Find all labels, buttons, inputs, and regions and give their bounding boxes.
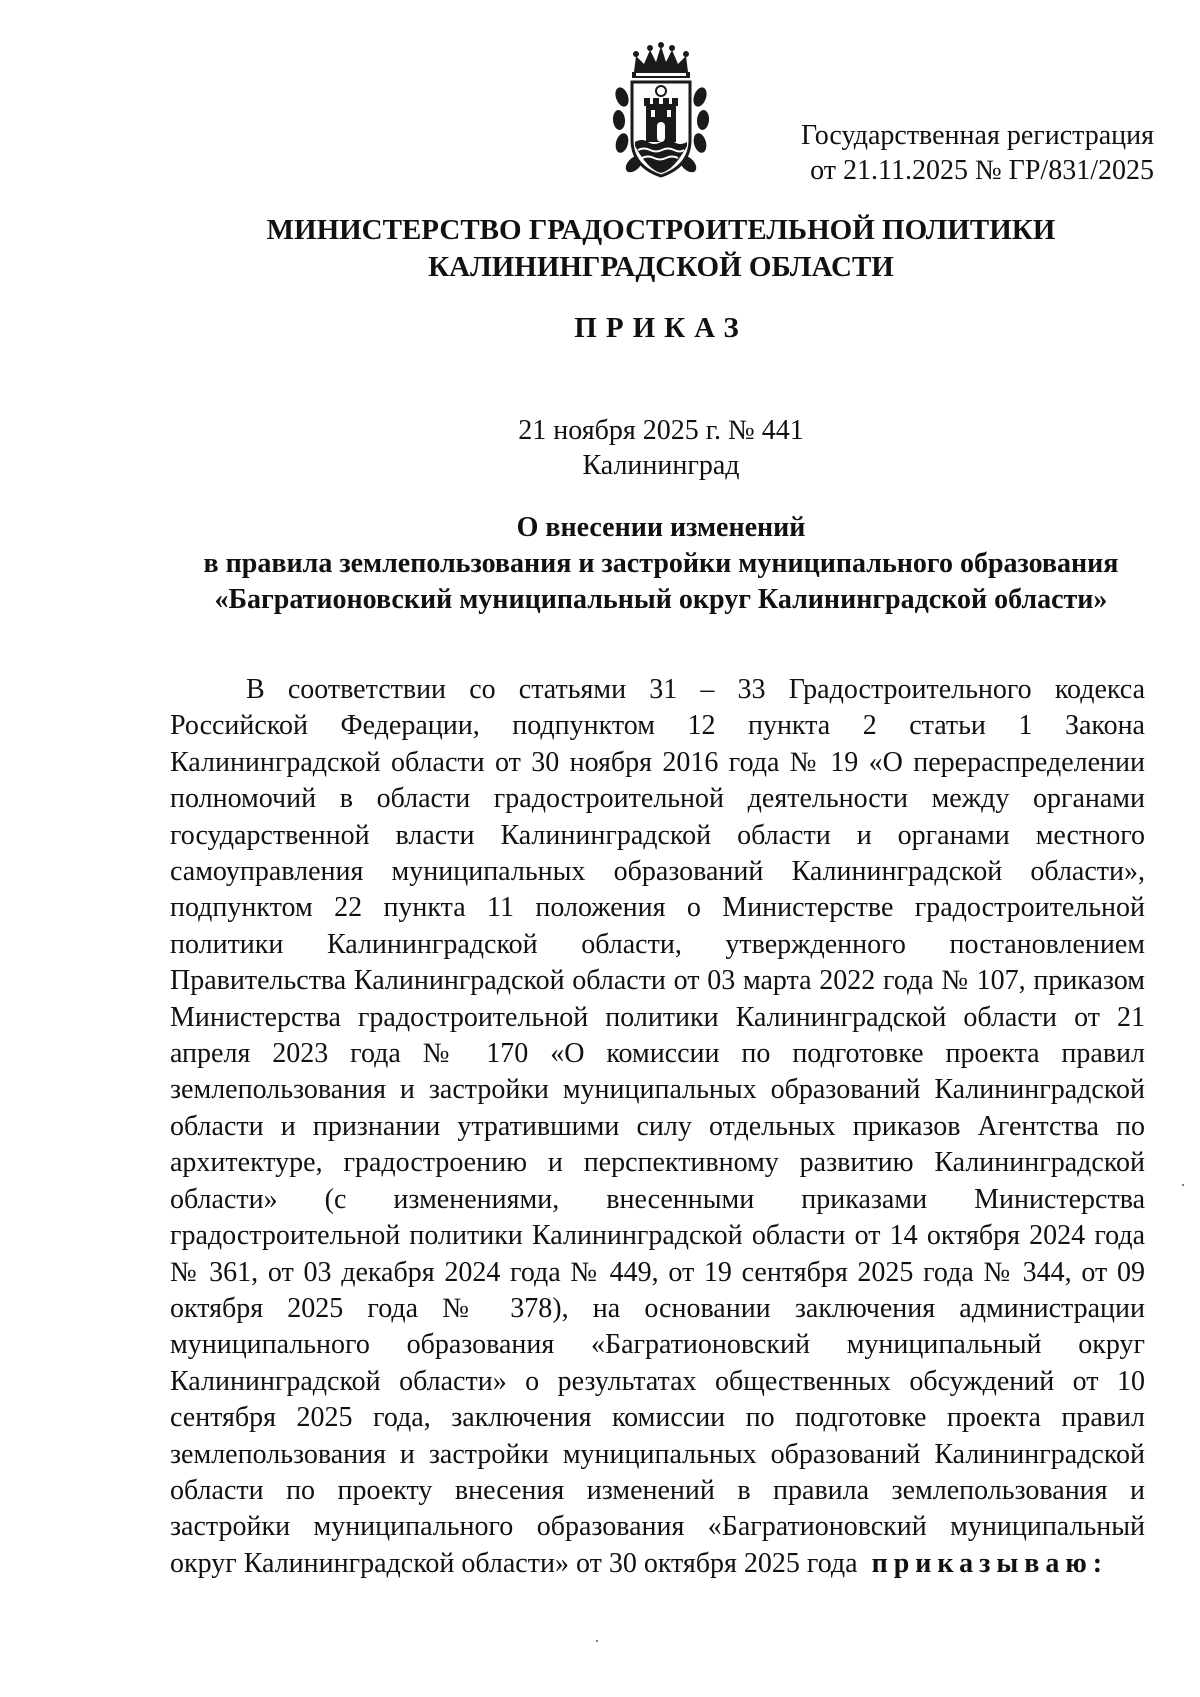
order-subject: [0, 510, 1200, 618]
coat-of-arms-icon: [612, 42, 710, 180]
order-verb: приказываю:: [871, 1547, 1109, 1579]
subject-line-1: О внесении изменений: [516, 512, 806, 543]
preamble-text: В соответствии со статьями 31 – 33 Градостроительного кодекса Российской Федерации, подпунктом 12 пункта 2 статьи 1 Закона Калининградской области от 30 ноября 2016 года № 19 «О перераспределении полномочий в области градостроительной деятельности между органами государственной власти Калининградской области и органами местного самоуправления муниципальных образований Калининградской области», подпунктом 22 пункта 11 положения о Министерстве градостроительной политики Калининградской области, утвержденного постановлением Правительства Калининградской области от 03 марта 2022 года № 107, приказом Министерства градостроительной политики Калининградской области от 21 апреля 2023 года № 170 «О комиссии по подготовке проекта правил землепользования и застройки муниципальных образований Калининградской области и признании утратившими силу отдельных приказов Агентства по архитектуре, градостроению и перспективному развитию Калининградской области» (с изменениями, внесенными приказами Министерства градостроительной политики Калининградской области от 14 октября 2024 года № 361, от 03 декабря 2024 года № 449, от 19 сентября 2025 года № 344, от 09 октября 2025 года № 378), на основании заключения администрации муниципального образования «Багратионовский муниципальный округ Калининградской области» о результатах общественных обсуждений от 10 сентября 2025 года, заключения комиссии по подготовке проекта правил землепользования и застройки муниципальных образований Калининградской области по проекту внесения изменений в правила землепользования и застройки муниципального образования «Багратионовский муниципальный округ Калининградской области» от 30 октября 2025 года: [170, 674, 1145, 1579]
scan-speck: [1182, 1184, 1184, 1186]
registration-title: Государственная регистрация: [801, 120, 1154, 151]
state-registration-stamp: [734, 118, 1154, 188]
order-date-number: 21 ноября 2025 г. № 441: [518, 415, 804, 446]
scan-speck: [596, 1640, 598, 1642]
ministry-name: [0, 212, 1200, 286]
ministry-name-line-2: КАЛИНИНГРАДСКОЙ ОБЛАСТИ: [428, 251, 894, 283]
date-and-place: [0, 413, 1200, 483]
document-type-heading: ПРИКАЗ: [574, 312, 748, 344]
ministry-name-line-1: МИНИСТЕРСТВО ГРАДОСТРОИТЕЛЬНОЙ ПОЛИТИКИ: [266, 214, 1056, 246]
subject-line-2: в правила землепользования и застройки муниципального образования: [203, 548, 1119, 579]
registration-number: от 21.11.2025 № ГР/831/2025: [810, 155, 1154, 186]
order-city: Калининград: [582, 450, 740, 481]
order-preamble: [170, 672, 1145, 1582]
subject-line-3: «Багратионовский муниципальный округ Калининградской области»: [214, 584, 1108, 615]
